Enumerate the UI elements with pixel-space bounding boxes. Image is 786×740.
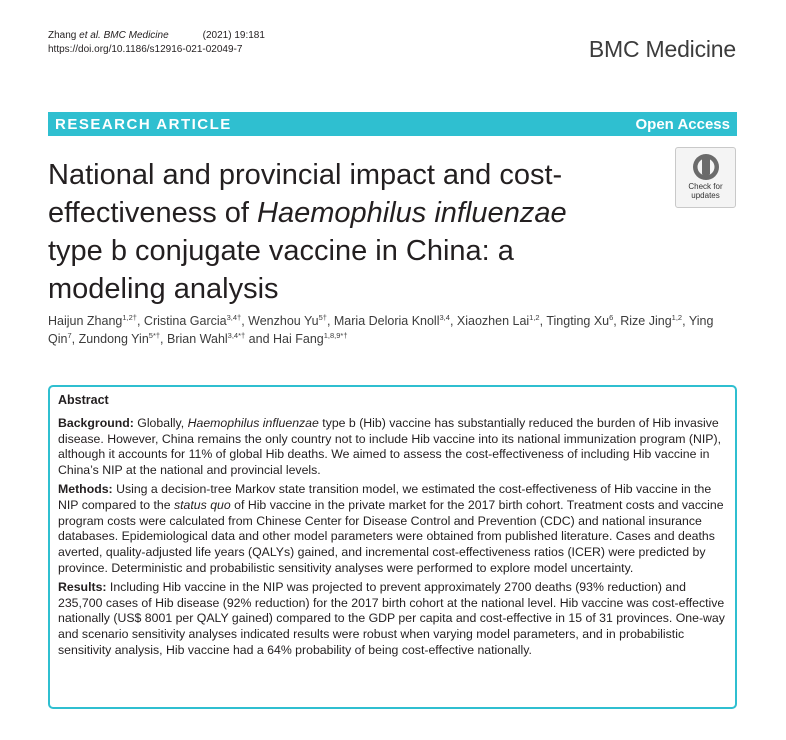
citation-line xyxy=(48,29,265,43)
title-part1: National and provincial impact and cost-effectiveness of xyxy=(48,159,563,229)
doi-link[interactable]: https://doi.org/10.1186/s12916-021-02049-7 xyxy=(48,44,243,55)
author-separator: , xyxy=(449,314,457,328)
author-separator: , xyxy=(136,314,144,328)
methods-text-post: of Hib vaccine in the private market for the 2017 birth cohort. Treatment costs and vaccine program costs were calculated from Chinese Center for Disease Control and Prevention (CDC) and national insurance databases. Epidemiological data and other model parameters were obtained from published literature. Cases and deaths averted, quality-adjusted life years (QALYs) gained, and incremental cost-effectiveness ratios (ICER) were predicted by province. Deterministic and probabilistic sensitivity analyses were performed to explore model uncertainty. xyxy=(58,497,724,575)
article-type: RESEARCH ARTICLE xyxy=(55,115,232,133)
author-name[interactable]: Brian Wahl xyxy=(167,332,228,346)
open-access-label: Open Access xyxy=(635,115,730,133)
author-separator: , xyxy=(539,314,547,328)
citation-etal: et al. xyxy=(79,30,101,41)
author-name[interactable]: Tingting Xu xyxy=(546,314,610,328)
background-text-post: type b (Hib) vaccine has substantially reduced the burden of Hib invasive disease. However, China remains the only country not to include Hib vaccine into its national immunization program (NIP), although it accounts for 11% of global Hib deaths. We aimed to assess the cost-effectiveness of including Hib vaccine in China’s NIP at the national and provincial levels. xyxy=(58,415,721,478)
methods-label: Methods: xyxy=(58,481,113,496)
citation-year: (2021) 19:181 xyxy=(202,30,265,41)
background-text-pre: Globally, xyxy=(133,415,188,430)
author-name[interactable]: Hai Fang xyxy=(273,332,324,346)
journal-name: BMC Medicine xyxy=(588,36,736,62)
author-affiliation: 3,4*† xyxy=(227,331,246,340)
author-affiliation: 6 xyxy=(609,313,614,322)
abstract-background xyxy=(58,416,727,479)
author-separator: , xyxy=(71,332,79,346)
author-name[interactable]: Wenzhou Yu xyxy=(248,314,319,328)
title-part2: type b conjugate vaccine in China: a modeling analysis xyxy=(48,235,514,305)
abstract-results xyxy=(58,580,727,659)
author-name[interactable]: Haijun Zhang xyxy=(48,314,123,328)
author-separator: , xyxy=(613,314,621,328)
author-affiliation: 1,2 xyxy=(529,313,540,322)
author-separator: , xyxy=(326,314,334,328)
author-name[interactable]: Xiaozhen Lai xyxy=(456,314,530,328)
author-separator: , xyxy=(241,314,249,328)
citation-block xyxy=(48,29,265,57)
methods-text-pre: Using a decision-tree Markov state transition model, we estimated the cost-effectiveness of Hib vaccine in the NIP compared to the xyxy=(58,481,712,512)
author-affiliation: 5† xyxy=(318,313,327,322)
author-separator: , xyxy=(682,314,689,328)
background-italic: Haemophilus influenzae xyxy=(187,415,319,430)
author-separator: and xyxy=(245,332,274,346)
abstract-box xyxy=(48,385,737,709)
abstract-methods xyxy=(58,482,727,577)
background-label: Background: xyxy=(58,415,134,430)
author-affiliation: 3,4 xyxy=(439,313,450,322)
badge-line1: Check for xyxy=(688,182,723,191)
author-affiliation: 3,4† xyxy=(226,313,242,322)
author-affiliation: 1,2† xyxy=(122,313,137,322)
author-name[interactable]: Rize Jing xyxy=(620,314,672,328)
abstract-heading: Abstract xyxy=(58,393,109,407)
results-label: Results: xyxy=(58,579,107,594)
badge-line2: updates xyxy=(691,191,720,200)
author-separator: , xyxy=(160,332,167,346)
citation-authors: Zhang xyxy=(48,30,80,41)
author-name[interactable]: Ying Qin xyxy=(48,314,714,346)
citation-journal: BMC Medicine xyxy=(103,30,169,41)
author-name[interactable]: Cristina Garcia xyxy=(143,314,227,328)
page-title xyxy=(48,156,608,308)
check-for-updates-button[interactable] xyxy=(675,147,736,208)
article-banner xyxy=(48,112,737,136)
results-text: Including Hib vaccine in the NIP was projected to prevent approximately 2700 deaths (93% reduction) and 235,700 cases of Hib disease (92% reduction) for the 2017 birth cohort at the national level. Hib vaccine was cost-effective nationally (US$ 8001 per QALY gained) compared to the GDP per capita and cost-effective in 15 of 31 provinces. One-way and scenario sensitivity analyses indicated results were robust when varying model parameters, and in probabilistic sensitivity analysis, Hib vaccine had a 64% probability of being cost-effective nationally. xyxy=(58,579,725,657)
author-affiliation: 5*† xyxy=(148,331,161,340)
author-affiliation: 1,8,9*† xyxy=(323,331,348,340)
author-affiliation: 1,2 xyxy=(671,313,683,322)
author-list xyxy=(48,312,738,348)
author-affiliation: 7 xyxy=(67,331,72,340)
check-updates-icon xyxy=(691,152,721,182)
author-name[interactable]: Maria Deloria Knoll xyxy=(333,314,440,328)
author-name[interactable]: Zundong Yin xyxy=(78,332,149,346)
title-italic: Haemophilus influenzae xyxy=(257,197,567,229)
methods-italic: status quo xyxy=(173,497,231,512)
